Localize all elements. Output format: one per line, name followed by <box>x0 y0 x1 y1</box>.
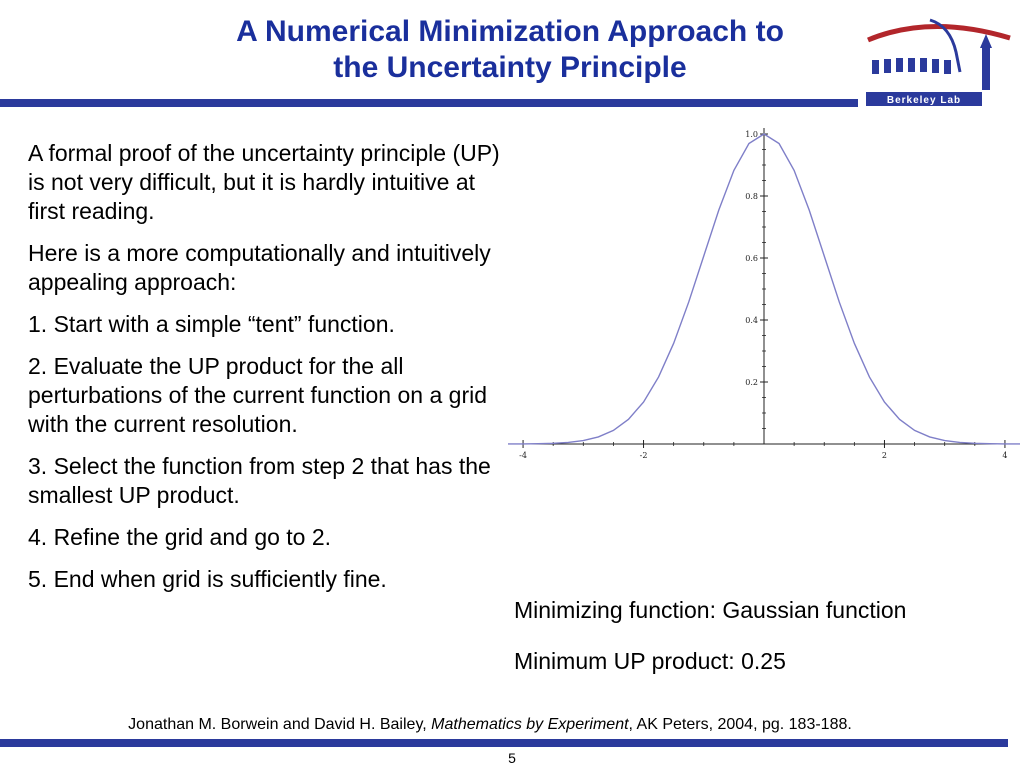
bottom-divider <box>0 739 1008 747</box>
step-3: 3. Select the function from step 2 that has the smallest UP product. <box>28 453 491 508</box>
y-tick-label: 0.2 <box>745 378 758 387</box>
y-tick-label: 0.4 <box>745 316 758 325</box>
berkeley-lab-logo <box>860 12 1024 112</box>
title-line-1: A Numerical Minimization Approach to <box>236 15 784 48</box>
y-tick-label: 0.8 <box>745 192 758 201</box>
citation-book-title: Mathematics by Experiment <box>431 716 629 733</box>
top-divider <box>0 99 858 107</box>
caption-minimum-product: Minimum UP product: 0.25 <box>514 648 786 674</box>
step-2: 2. Evaluate the UP product for the all perturbations of the current function on a grid with the current resolution. <box>28 353 488 437</box>
title-line-2: the Uncertainty Principle <box>333 51 687 84</box>
x-tick-label: 2 <box>881 451 888 460</box>
step-1: 1. Start with a simple “tent” function. <box>28 311 395 337</box>
y-tick-label: 1.0 <box>745 130 758 139</box>
chart-axes <box>508 128 1020 444</box>
paragraph-2: Here is a more computationally and intuitively appealing approach: <box>28 240 491 295</box>
step-4: 4. Refine the grid and go to 2. <box>28 524 332 550</box>
step-5: 5. End when grid is sufficiently fine. <box>28 566 387 592</box>
x-tick-label: -2 <box>639 451 648 460</box>
page-number: 5 <box>508 750 516 766</box>
y-tick-label: 0.6 <box>745 254 758 263</box>
citation-authors: Jonathan M. Borwein and David H. Bailey, <box>128 716 432 733</box>
logo-wordmark: Berkeley Lab <box>886 95 962 106</box>
gaussian-chart <box>500 124 1024 464</box>
citation <box>0 716 980 734</box>
chart-ticks <box>519 130 1007 460</box>
paragraph-1: A formal proof of the uncertainty principle (UP) is not very difficult, but it is hardly intuitive at first reading. <box>28 140 500 224</box>
x-tick-label: 4 <box>1002 451 1008 460</box>
slide-title <box>150 14 870 86</box>
caption-minimizing-function: Minimizing function: Gaussian function <box>514 597 907 623</box>
citation-publisher: , AK Peters, 2004, pg. 183-188. <box>628 716 852 733</box>
body-text <box>28 139 508 607</box>
x-tick-label: -4 <box>519 451 527 460</box>
